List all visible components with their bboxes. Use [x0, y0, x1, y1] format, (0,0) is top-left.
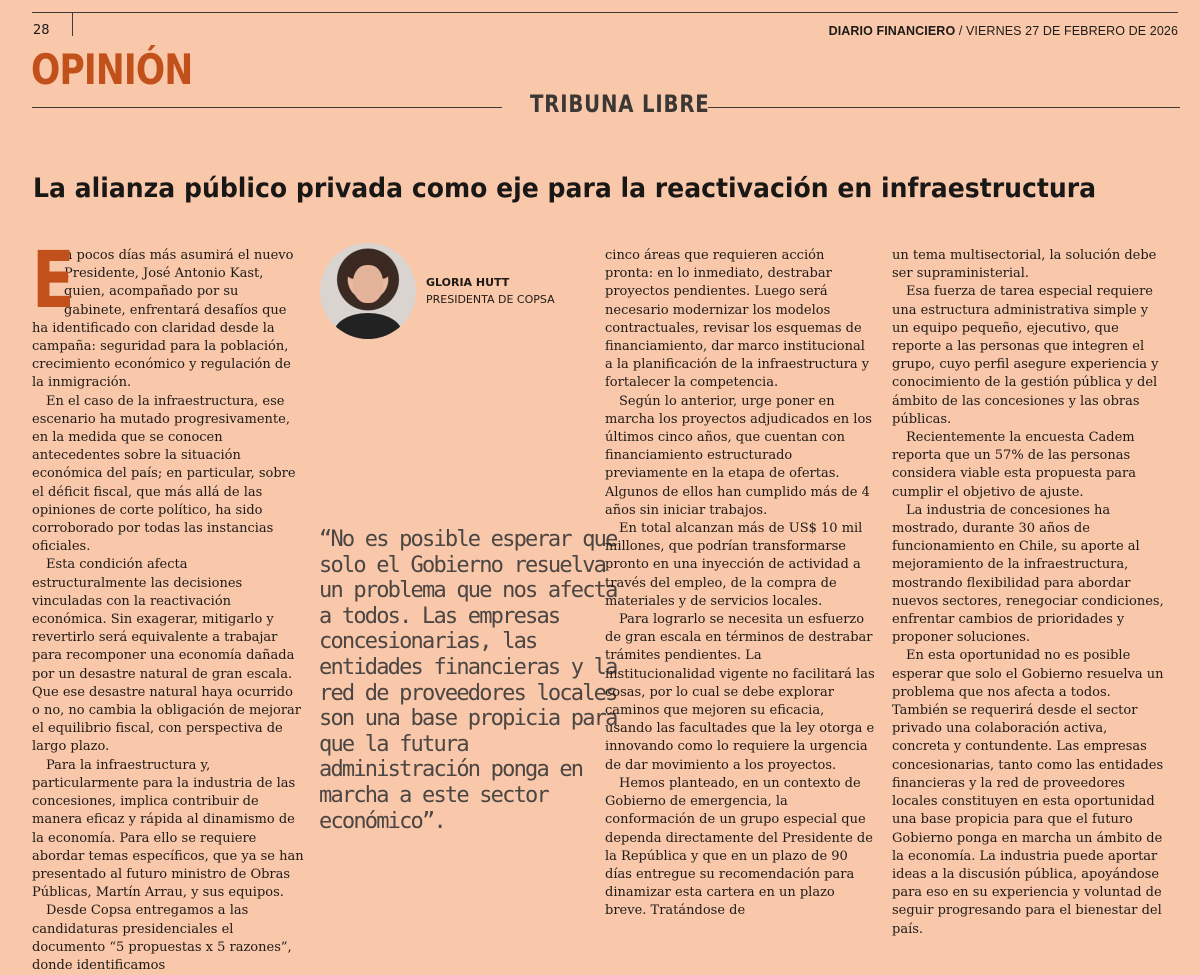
author-photo-shoulders — [334, 313, 402, 339]
publication-date: / VIERNES 27 DE FEBRERO DE 2026 — [958, 24, 1178, 38]
section-title: OPINIÓN — [31, 45, 193, 94]
top-rule — [32, 12, 1178, 13]
paragraph: un tema multisectorial, la solución debe ser supraministerial. — [892, 248, 1157, 282]
headline: La alianza público privada como eje para la reactivación en infraestructura — [33, 173, 1097, 204]
paragraph: cinco áreas que requieren acción pronta: en lo inmediato, destrabar proyectos pendientes. Luego será necesario modernizar los modelos contractuales, revisar los esquemas de financiamiento, dar marco institucional a la planificación de la infraestructura y fortalecer la competencia. — [605, 248, 870, 391]
page-number-divider — [72, 12, 73, 36]
subsection-rule-right — [708, 107, 1180, 108]
paragraph: Para la infraestructura y, particularmente para la industria de las concesiones, implica contribuir de manera eficaz y rápida al dinamismo de la economía. Para ello se requiere abordar temas específicos, que ya se han presentado al futuro ministro de Obras Públicas, Martín Arrau, y sus equipos. — [32, 757, 304, 901]
paragraph: Para lograrlo se necesita un esfuerzo de gran escala en términos de destrabar trámites pendientes. La institucionalidad vigente no facilitará las cosas, por lo cual se debe explorar caminos que mejoren su eficacia, usando las facultades que la ley otorga e innovando como lo requiere la urgencia de dar movimiento a los proyectos. — [605, 612, 875, 773]
author-name: GLORIA HUTT — [426, 276, 510, 289]
article-column-4 — [892, 247, 1168, 939]
paragraph: Desde Copsa entregamos a las candidaturas presidenciales el documento “5 propuestas x 5 razones”, donde identificamos — [32, 903, 292, 973]
paragraph: En esta oportunidad no es posible esperar que solo el Gobierno resuelva un problema que nos afecta a todos. También se requerirá desde el sector privado una colaboración activa, concreta y contundente. Las empresas concesionarias, tanto como las entidades financieras y la red de proveedores locales constituyen en esta oportunidad una base propicia para que el futuro Gobierno ponga en marcha un ámbito de la economía. La industria puede aportar ideas a la discusión pública, apoyándose para eso en su experiencia y voluntad de seguir progresando para el bienestar del país. — [892, 648, 1164, 937]
paragraph: En el caso de la infraestructura, ese escenario ha mutado progresivamente, en la medida que se conocen antecedentes sobre la situación económica del país; en particular, sobre el déficit fiscal, que más allá de las opiniones de corte político, ha sido corroborado por todas las instancias oficiales. — [32, 393, 296, 555]
dropcap: E — [32, 236, 75, 326]
paragraph — [32, 236, 304, 393]
paragraph: En total alcanzan más de US$ 10 mil millones, que podrían transformarse pronto en una inyección de actividad a través del empleo, de la compra de materiales y de servicios locales. — [605, 521, 863, 609]
publication-name: DIARIO FINANCIERO — [828, 24, 956, 38]
article-column-1 — [32, 236, 304, 975]
subsection-title: TRIBUNA LIBRE — [530, 90, 710, 118]
paragraph: Esa fuerza de tarea especial requiere una estructura administrativa simple y un equipo pequeño, ejecutivo, que reporte a las personas que integren el grupo, cuyo perfil asegure experiencia y conocimiento de la gestión pública y del ámbito de las concesiones y las obras públicas. — [892, 284, 1159, 427]
paragraph: Según lo anterior, urge poner en marcha los proyectos adjudicados en los últimos cinco años, que cuentan con financiamiento estructurado previamente en la etapa de ofertas. Algunos de ellos han cumplido más de 4 años sin iniciar trabajos. — [605, 393, 872, 518]
author-photo-face — [353, 265, 383, 303]
paragraph: Recientemente la encuesta Cadem reporta que un 57% de las personas considera viable esta propuesta para cumplir el objetivo de ajuste. — [892, 430, 1137, 500]
masthead — [829, 24, 1178, 38]
paragraph-text: n pocos días más asumirá el nuevo Presidente, José Antonio Kast, quien, acompañado por su gabinete, enfrentará desafíos que ha identificado con claridad desde la campaña: seguridad para la población, crecimiento económico y regulación de la inmigración. — [32, 248, 294, 391]
subsection-rule-left — [32, 107, 502, 108]
paragraph: Esta condición afecta estructuralmente las decisiones vinculadas con la reactivación económica. Sin exagerar, mitigarlo y revertirlo será equivalente a trabajar para recomponer una economía dañada por un desastre natural de gran escala. Que ese desastre natural haya ocurrido o no, no cambia la obligación de mejorar el equilibrio fiscal, con perspectiva de largo plazo. — [32, 557, 302, 755]
page-number: 28 — [33, 23, 50, 38]
paragraph: La industria de concesiones ha mostrado, durante 30 años de funcionamiento en Chile, su aporte al mejoramiento de la infraestructura, mostrando flexibilidad para abordar nuevos sectores, renegociar condiciones, enfrentar cambios de prioridades y proponer soluciones. — [892, 502, 1164, 646]
author-role: PRESIDENTA DE COPSA — [426, 293, 555, 306]
article-column-3 — [605, 247, 875, 921]
pull-quote: “No es posible esperar que solo el Gobierno resuelva un problema que nos afecta a todos. Las empresas concesionarias, las entidades financieras y la red de proveedores locales son una base propicia para que la futura administración ponga en marcha a este sector económico”. — [319, 527, 617, 834]
paragraph: Hemos planteado, en un contexto de Gobierno de emergencia, la conformación de un grupo especial que dependa directamente del Presidente de la República y que en un plazo de 90 días entregue su recomendación para dinamizar esta cartera en un plazo breve. Tratándose de — [605, 775, 873, 919]
author-photo — [320, 243, 416, 339]
